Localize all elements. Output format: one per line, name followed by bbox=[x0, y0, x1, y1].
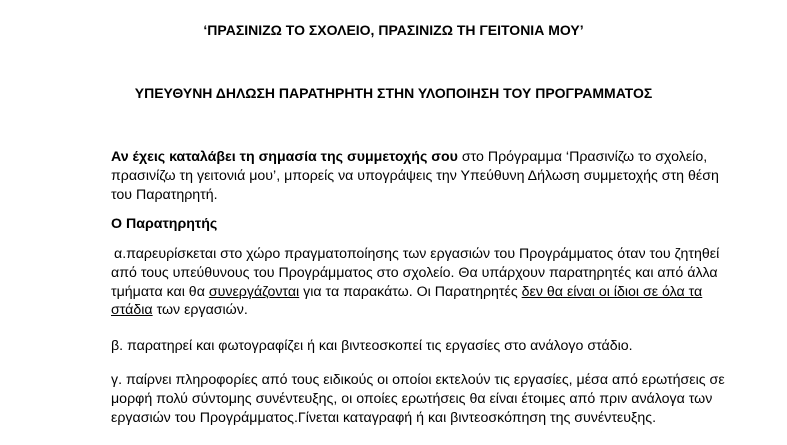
document-title: ‘ΠΡΑΣΙΝΙΖΩ ΤΟ ΣΧΟΛΕΙΟ, ΠΡΑΣΙΝΙΖΩ ΤΗ ΓΕΙΤΟΝΙΑ ΜΟΥ’ bbox=[203, 22, 584, 38]
paragraph-a-part2: για τα παρακάτω. Οι Παρατηρητές bbox=[299, 283, 522, 300]
paragraph-a-part3: των εργασιών. bbox=[152, 302, 248, 319]
paragraph-a-part1: α.παρευρίσκεται στο χώρο πραγματοποίησης των εργασιών του Προγράμματος όταν του ζητηθεί από τους υπεύθυνους του Προγράμματος στο σχολείο. Θα υπάρχουν παρατηρητές και από άλλα τμήματα και θα bbox=[111, 246, 720, 300]
paragraph-a bbox=[111, 245, 731, 320]
paragraph-b: β. παρατηρεί και φωτογραφίζει ή και βιντεοσκοπεί τις εργασίες στο ανάλογο στάδιο. bbox=[111, 338, 633, 354]
intro-text: στο Πρόγραμμα ‘Πρασινίζω το σχολείο, πρασινίζω τη γειτονιά μου’, μπορείς να υπογράψεις την Υπεύθυνη Δήλωση συμμετοχής στη θέση του Παρατηρητή. bbox=[111, 149, 719, 203]
observer-heading: Ο Παρατηρητής bbox=[111, 216, 218, 232]
paragraph-a-underline-not-same: δεν θα είναι οι ίδιοι σε όλα τα στάδια bbox=[111, 283, 703, 319]
intro-paragraph bbox=[111, 148, 731, 204]
paragraph-a-underline-cooperate: συνεργάζονται bbox=[208, 283, 300, 300]
paragraph-c: γ. παίρνει πληροφορίες από τους ειδικούς οι οποίοι εκτελούν τις εργασίες, μέσα από ερωτήσεις σε μορφή πολύ σύντομης συνέντευξης, οι οποίες ερωτήσεις θα είναι έτοιμες από πριν ανάλογα των εργασιών του Προγράμματος.Γίνεται καταγραφή ή και βιντεοσκόπηση της συνέντευξης. bbox=[111, 372, 725, 426]
document-subtitle: ΥΠΕΥΘΥΝΗ ΔΗΛΩΣΗ ΠΑΡΑΤΗΡΗΤΗ ΣΤΗΝ ΥΛΟΠΟΙΗΣΗ ΤΟΥ ΠΡΟΓΡΑΜΜΑΤΟΣ bbox=[134, 85, 653, 101]
intro-bold-text: Αν έχεις καταλάβει τη σημασία της συμμετοχής σου bbox=[111, 149, 458, 165]
